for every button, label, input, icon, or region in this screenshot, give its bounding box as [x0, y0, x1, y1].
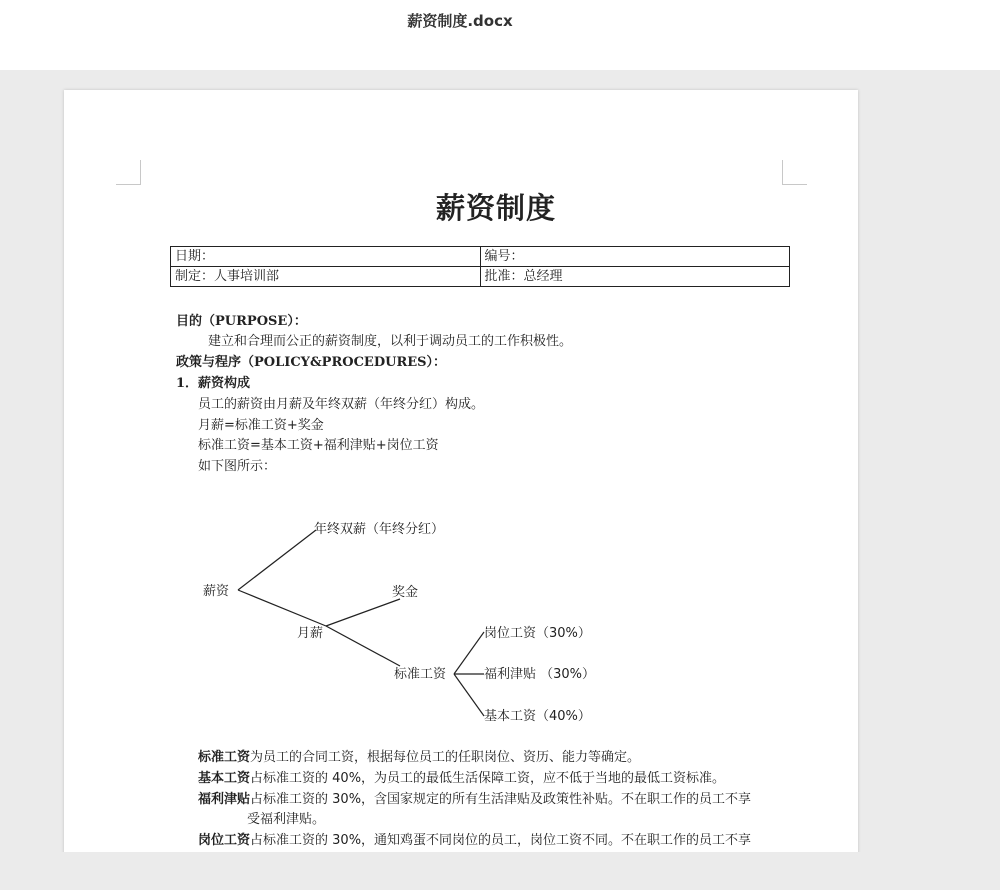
body-line-4: 如下图所示：	[198, 459, 277, 474]
document-title: 薪资制度	[435, 191, 556, 225]
top-bar	[0, 0, 1000, 70]
diagram-node-welfare: 福利津贴 （30%）	[484, 667, 596, 682]
edge-standard-position	[454, 632, 484, 674]
definition-term: 岗位工资	[198, 833, 251, 848]
number-cell: 编号：	[480, 247, 790, 267]
definition-text: 占标准工资的 30%，含国家规定的所有生活津贴及政策性补贴。不在职工作的员工不享	[250, 792, 752, 807]
diagram-node-monthly: 月薪	[297, 626, 324, 641]
diagram-node-bonus: 奖金	[392, 585, 419, 600]
definition-text: 为员工的合同工资，根据每位员工的任职岗位、资历、能力等确定。	[250, 750, 641, 765]
definition-standard	[198, 749, 640, 767]
definition-text: 占标准工资的 30%，通知鸡蛋不同岗位的员工，岗位工资不同。不在职工作的员工不享	[250, 833, 752, 848]
definition-welfare-continued: 受福利津贴。	[247, 812, 326, 827]
margin-corner-top-right	[782, 160, 807, 185]
body-line-1: 员工的薪资由月薪及年终双薪（年终分红）构成。	[198, 397, 485, 412]
edge-monthly-standard	[326, 626, 400, 666]
diagram-node-basic: 基本工资（40%）	[484, 709, 591, 724]
made-by-cell: 制定：人事培训部	[171, 267, 481, 287]
date-cell: 日期：	[171, 247, 481, 267]
diagram-node-standard: 标准工资	[394, 667, 447, 682]
diagram-node-year-end: 年终双薪（年终分红）	[314, 522, 445, 537]
diagram-node-position: 岗位工资（30%）	[484, 626, 591, 641]
bottom-bar	[0, 852, 1000, 890]
margin-corner-top-left	[116, 160, 141, 185]
document-file-title: 薪资制度.docx	[407, 12, 513, 30]
definition-term: 福利津贴	[198, 792, 251, 807]
purpose-heading: 目的（PURPOSE）：	[176, 314, 307, 329]
definition-term: 基本工资	[198, 771, 251, 786]
edge-root-yearend	[238, 530, 316, 590]
definition-text: 占标准工资的 40%，为员工的最低生活保障工资，应不低于当地的最低工资标准。	[250, 771, 726, 786]
meta-table	[170, 246, 790, 287]
approved-by-cell: 批准：总经理	[480, 267, 790, 287]
document-page[interactable]	[64, 90, 858, 890]
edge-monthly-bonus	[326, 599, 400, 626]
policy-heading: 政策与程序（POLICY&PROCEDURES）：	[176, 355, 447, 370]
definition-basic	[198, 770, 725, 788]
edge-standard-basic	[454, 674, 484, 716]
diagram-node-root: 薪资	[203, 584, 230, 599]
body-line-2: 月薪=标准工资+奖金	[198, 418, 324, 433]
body-line-3: 标准工资=基本工资+福利津贴+岗位工资	[198, 438, 439, 453]
definition-position	[198, 832, 751, 850]
purpose-text: 建立和合理而公正的薪资制度，以利于调动员工的工作积极性。	[208, 334, 573, 349]
edge-root-monthly	[238, 590, 326, 626]
section1-heading: 1．薪资构成	[176, 376, 251, 391]
definition-term: 标准工资	[198, 750, 251, 765]
definition-welfare	[198, 791, 751, 809]
